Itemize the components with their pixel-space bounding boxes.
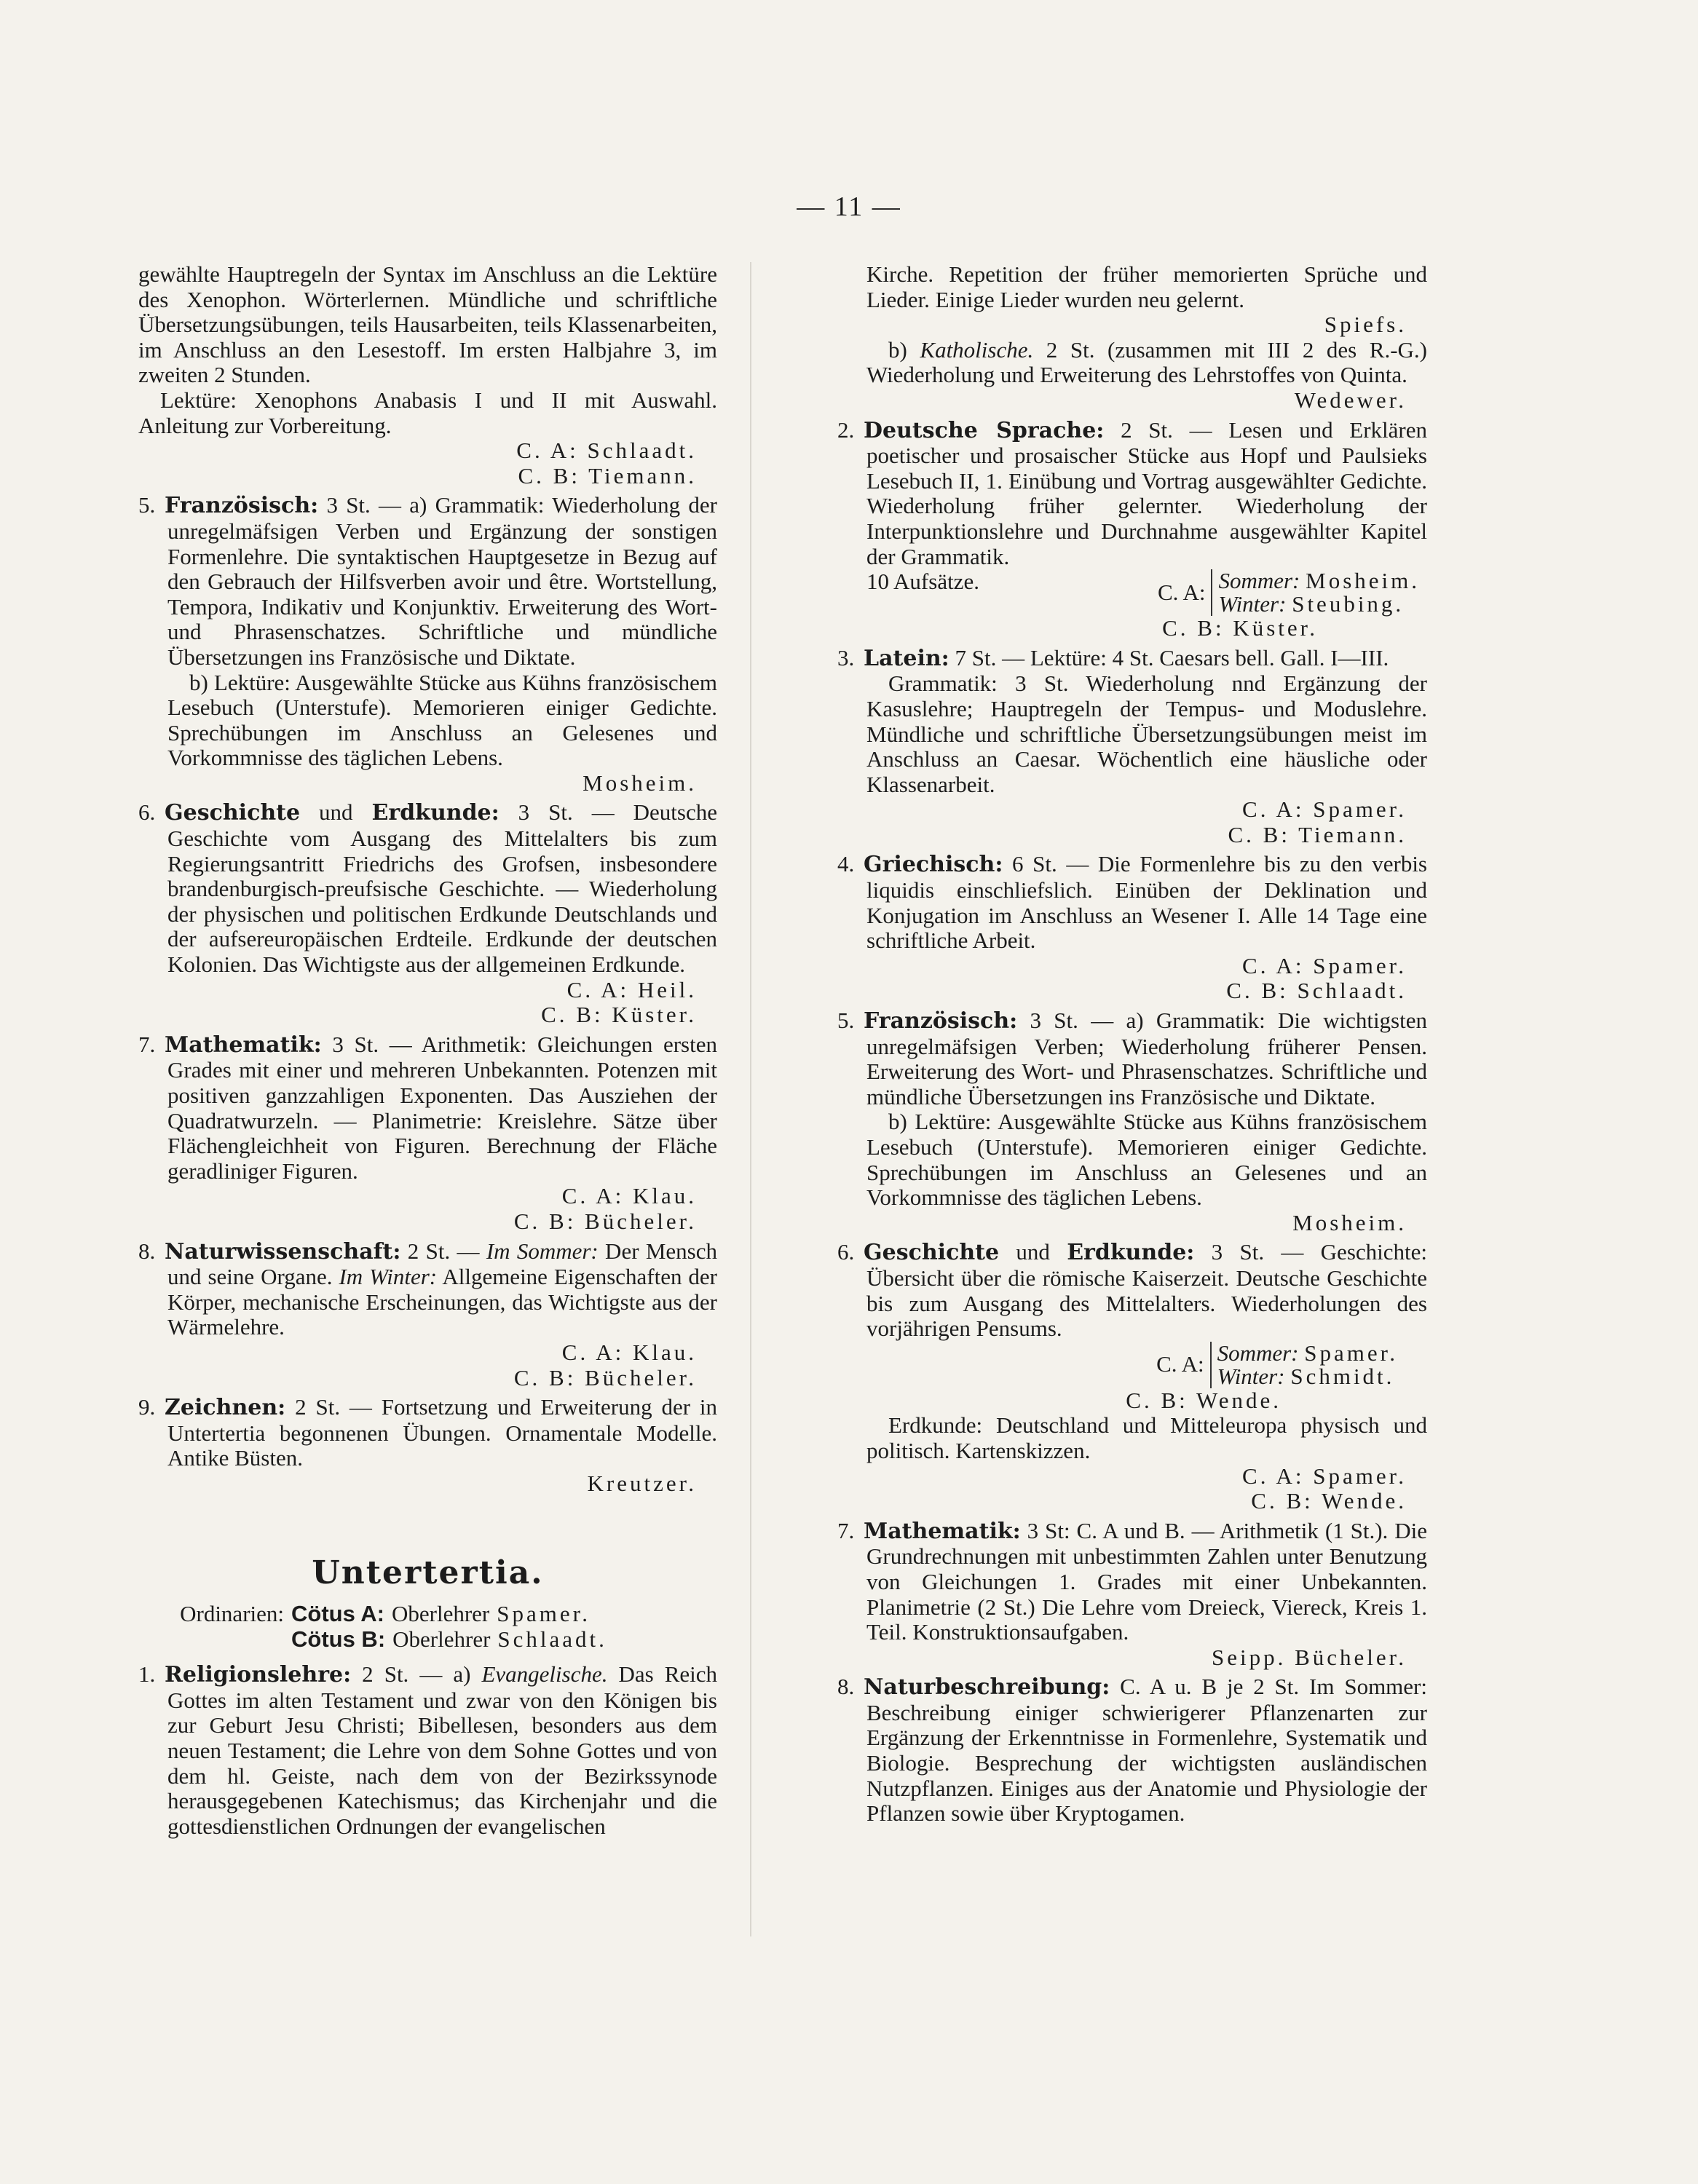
coetus-label: C. A:: [1156, 1351, 1204, 1377]
section-franzoesisch: [138, 492, 717, 670]
signature: C. B: Bücheler.: [513, 1364, 697, 1390]
ordinarien-label: Ordinarien:: [180, 1601, 284, 1627]
section-text: 6 St. — Die Formenlehre bis zu den verbis liquidis einschliefslich. Einüben der Deklination und Konjugation im Anschluss an Wesener I. Alle 14 Tage eine schriftliche Arbeit.: [866, 851, 1427, 954]
section-text: 7 St. — Lektüre: 4 St. Caesars bell. Gall. I—III.: [949, 644, 1389, 670]
italic-label: Winter:: [1218, 591, 1287, 617]
signature: Spiefs.: [1324, 312, 1407, 338]
section-text: 2 St. (zusammen mit III 2 des R.-G.) Wiederholung und Erweiterung des Lehrstoffes von Quinta.: [866, 336, 1428, 388]
coetus-label: Cötus B:: [291, 1626, 386, 1652]
signature: Wedewer.: [1294, 387, 1407, 413]
section-title: Französisch:: [864, 1008, 1018, 1034]
section-text: 3 St. — Geschichte: Übersicht über die römische Kaiserzeit. Deutsche Geschichte bis zum Ausgang des Mittelalters. Wiederholungen des vorjährigen Pensums.: [866, 1239, 1427, 1342]
section-title: Mathematik:: [864, 1518, 1021, 1544]
section-latein: [837, 644, 1427, 672]
section-text: 3 St. — Deutsche Geschichte vom Ausgang des Mittelalters bis zum Regierungsantritt Friedrichs des Grofsen, insbesondere brandenburgisch-preufsische Geschichte. — Wiederholung der physischen und politischen Erdkunde Deutschlands und der aufsereuropäischen Erdteile. Erdkunde der deutschen Kolonien. Das Wichtigste aus der allgemeinen Erdkunde.: [167, 799, 717, 978]
item-number: 2.: [837, 416, 855, 443]
signature: Kreutzer.: [587, 1470, 697, 1496]
section-title: Griechisch:: [864, 852, 1003, 878]
item-number: 6.: [837, 1239, 855, 1265]
section-paragraph: Grammatik: 3 St. Wiederholung nnd Ergänzung der Kasuslehre; Hauptregeln der Tempus- und Moduslehre. Mündliche und schriftliche Übersetzungsübungen meist im Anschluss an Caesar. Wöchentlich eine häusliche oder Klassenarbeit.: [866, 670, 1427, 797]
signature: C. A: Klau.: [561, 1183, 697, 1209]
section-title: Deutsche Sprache:: [864, 417, 1105, 443]
section-title: Erdkunde:: [371, 800, 499, 826]
section-title: Religionslehre:: [165, 1662, 352, 1688]
section-mathematik: [837, 1517, 1427, 1645]
aufsaetze: 10 Aufsätze.: [866, 569, 979, 595]
item-number: 7.: [837, 1517, 855, 1543]
item-number: 8.: [138, 1238, 156, 1264]
coetus-label: C. A:: [1157, 579, 1206, 605]
section-text: und: [999, 1239, 1067, 1265]
section-paragraph: b) Lektüre: Ausgewählte Stücke aus Kühns französischem Lesebuch (Unterstufe). Memorieren einiger Gedichte. Sprechübungen im Anschluss an Gelesenes und an Vorkommnisse des täglichen Lebens.: [866, 1109, 1427, 1211]
signature: C. B: Tiemann.: [1228, 821, 1407, 847]
section-naturbeschreibung: [837, 1674, 1427, 1827]
item-number: 6.: [138, 799, 156, 826]
signature: C. A: Klau.: [561, 1339, 697, 1365]
section-text: 3 St. — a) Grammatik: Die wichtigsten unregelmäfsigen Verben; Wiederholung früherer Pensen. Erweiterung des Wort- und Phrasenschatzes. Schriftliche und mündliche Übersetzungen ins Französische und Diktate.: [866, 1008, 1427, 1109]
item-number: 1.: [138, 1661, 156, 1688]
section-title: Französisch:: [165, 493, 319, 519]
signature: C. A: Spamer.: [1242, 952, 1407, 978]
section-title: Naturbeschreibung:: [864, 1674, 1110, 1701]
teacher-name: Spamer.: [1304, 1340, 1398, 1366]
section-deutsch: [837, 416, 1427, 570]
section-text: 2 St. — a): [351, 1661, 482, 1688]
ordinarien-name: Spamer.: [497, 1601, 591, 1627]
ordinarien-row-a: [138, 1602, 717, 1627]
section-text: Allgemeine Eigenschaften der Körper, mechanische Erscheinungen, das Wichtigste aus der Wärmelehre.: [167, 1264, 717, 1340]
ordinarien-name: Schlaadt.: [497, 1626, 607, 1652]
section-title: Naturwissenschaft:: [165, 1238, 401, 1265]
section-heading: Untertertia.: [312, 1554, 544, 1591]
signature: Mosheim.: [583, 769, 697, 796]
section-geschichte: [837, 1239, 1427, 1342]
section-title: Erdkunde:: [1067, 1240, 1195, 1266]
italic-label: Katholische.: [920, 336, 1034, 363]
teacher-brace: [1158, 569, 1427, 616]
signature: C. A: Schlaadt.: [516, 438, 697, 464]
section-title: Geschichte: [864, 1240, 1000, 1266]
left-column: [138, 262, 717, 1839]
teacher-brace: [866, 1342, 1427, 1388]
section-text: Der Mensch und seine Organe.: [167, 1238, 717, 1290]
teacher-name: Schmidt.: [1290, 1363, 1395, 1389]
signature: Mosheim.: [1292, 1209, 1407, 1235]
signature: C. A: Spamer.: [1242, 796, 1407, 823]
section-text: b): [888, 336, 920, 363]
section-text: 3 St. — a) Grammatik: Wiederholung der unregelmäfsigen Verben und Ergänzung der sonstigen Formenlehre. Die syntaktischen Hauptgesetze in Bezug auf den Gebrauch der Hilfsverben avoir und être. Wortstellung, Tempora, Indikativ und Konjunktiv. Erweiterung des Wort- und Phrasenschatzes. Schriftliche und mündliche Übersetzungen ins Französische und Diktate.: [167, 492, 717, 670]
section-religionslehre: [138, 1661, 717, 1839]
ordinarien: [138, 1602, 717, 1652]
lekture-paragraph: Lektüre: Xenophons Anabasis I und II mit Auswahl. Anleitung zur Vorbereitung.: [138, 387, 717, 438]
right-column: [837, 262, 1427, 1827]
page-number: — 11 —: [797, 191, 901, 222]
continuation-paragraph: Kirche. Repetition der früher memorierten Sprüche und Lieder. Einige Lieder wurden neu gelernt.: [866, 261, 1427, 312]
italic-label: Im Sommer:: [486, 1238, 599, 1264]
section-text: 2 St. — Lesen und Erklären poetischer und prosaischer Stücke aus Hopf und Paulsieks Lesebuch II, 1. Einübung und Vortrag ausgewählter Gedichte. Wiederholung früher gelernter. Wiederholung der Interpunktionslehre und Durchnahme ausgewählter Kapitel der Grammatik.: [866, 416, 1427, 569]
teacher-name: Mosheim.: [1306, 568, 1420, 594]
signature: C. B: Bücheler.: [513, 1208, 697, 1234]
section-title: Latein:: [864, 645, 949, 671]
signature: C. A: Spamer.: [1242, 1463, 1407, 1489]
teacher-name: Steubing.: [1292, 591, 1405, 617]
signature: Seipp. Bücheler.: [1211, 1644, 1407, 1670]
signature: C. B: Wende.: [1126, 1387, 1282, 1413]
signature: C. B: Tiemann.: [518, 462, 697, 488]
section-title: Mathematik:: [165, 1032, 322, 1058]
section-paragraph: Erdkunde: Deutschland und Mitteleuropa physisch und politisch. Kartenskizzen.: [866, 1412, 1427, 1463]
item-number: 9.: [138, 1394, 156, 1420]
section-text: 3 St. — Arithmetik: Gleichungen ersten Grades mit einer und mehreren Unbekannten. Potenzen mit positiven ganzzahligen Exponenten. Das Ausziehen der Quadratwurzeln. — Planimetrie: Kreislehre. Sätze über Flächengleichheit von Figuren. Berechnung der Fläche geradliniger Figuren.: [167, 1031, 717, 1184]
signature: C. B: Küster.: [1162, 615, 1318, 641]
section-text: und: [300, 799, 372, 826]
section-mathematik: [138, 1031, 717, 1184]
section-text: Das Reich Gottes im alten Testament und zwar von den Königen bis zur Geburt Jesu Christi; Bibellesen, besonders aus dem neuen Testament; die Lehre von dem Sohne Gottes und von dem hl. Geiste, nach dem von der Bezirkssynode herausgegebenen Katechismus; das Kirchenjahr und die gottesdienstlichen Ordnungen der evangelischen: [167, 1661, 717, 1839]
item-number: 3.: [837, 644, 855, 670]
section-naturwissenschaft: [138, 1238, 717, 1340]
section-title: Geschichte: [165, 800, 301, 826]
section-text: C. A u. B je 2 St. Im Sommer: Beschreibung einiger schwierigerer Pflanzenarten zur Ergänzung der Erkenntnisse in Formenlehre, Systematik und Biologie. Besprechung der wichtigsten ausländischen Nutzpflanzen. Einiges aus der Anatomie und Physiologie der Pflanzen sowie über Kryptogamen.: [866, 1674, 1427, 1827]
coetus-label: Cötus A:: [291, 1601, 384, 1627]
italic-label: Sommer:: [1218, 568, 1300, 594]
signature: C. A: Heil.: [566, 976, 697, 1002]
signature: C. B: Küster.: [541, 1002, 697, 1028]
section-griechisch: [837, 851, 1427, 954]
ordinarien-text: Oberlehrer: [392, 1626, 491, 1652]
column-divider: [750, 262, 751, 1936]
section-title: Zeichnen:: [165, 1395, 286, 1421]
ordinarien-text: Oberlehrer: [392, 1601, 490, 1627]
signature: C. B: Schlaadt.: [1226, 978, 1407, 1004]
item-number: 4.: [837, 851, 855, 877]
signature: C. B: Wende.: [1251, 1488, 1407, 1514]
italic-label: Winter:: [1217, 1363, 1285, 1389]
section-zeichnen: [138, 1394, 717, 1471]
intro-paragraph: gewählte Hauptregeln der Syntax im Anschluss an die Lektüre des Xenophon. Wörterlernen. Mündliche und schriftliche Übersetzungsübungen, teils Hausarbeiten, teils Klassenarbeiten, im Anschluss an den Lesestoff. Im ersten Halbjahre 3, im zweiten 2 Stunden.: [138, 261, 717, 388]
ordinarien-row-b: [138, 1627, 717, 1653]
item-number: 5.: [837, 1008, 855, 1034]
italic-label: Evangelische.: [481, 1661, 608, 1688]
section-text: 3 St: C. A und B. — Arithmetik (1 St.). Die Grundrechnungen mit unbestimmten Zahlen unter Benutzung von Gleichungen 1. Grades mit einer Unbekannten. Planimetrie (2 St.) Die Lehre vom Dreieck, Viereck, Kreis 1. Teil. Konstruktionsaufgaben.: [866, 1517, 1427, 1645]
item-number: 7.: [138, 1031, 156, 1057]
section-paragraph: b) Lektüre: Ausgewählte Stücke aus Kühns französischem Lesebuch (Unterstufe). Memorieren einiger Gedichte. Sprechübungen im Anschluss an Gelesenes und Vorkommnisse des täglichen Lebens.: [167, 669, 717, 771]
italic-label: Im Winter:: [339, 1264, 438, 1290]
item-number: 5.: [138, 492, 156, 518]
section-text: 2 St. — Fortsetzung und Erweiterung der in Untertertia begonnenen Übungen. Ornamentale Modelle. Antike Büsten.: [167, 1394, 717, 1471]
katholisch-paragraph: [866, 338, 1427, 388]
section-geschichte: [138, 799, 717, 978]
section-text: 2 St. —: [400, 1238, 486, 1264]
section-franzoesisch: [837, 1008, 1427, 1109]
item-number: 8.: [837, 1674, 855, 1700]
italic-label: Sommer:: [1217, 1340, 1299, 1366]
